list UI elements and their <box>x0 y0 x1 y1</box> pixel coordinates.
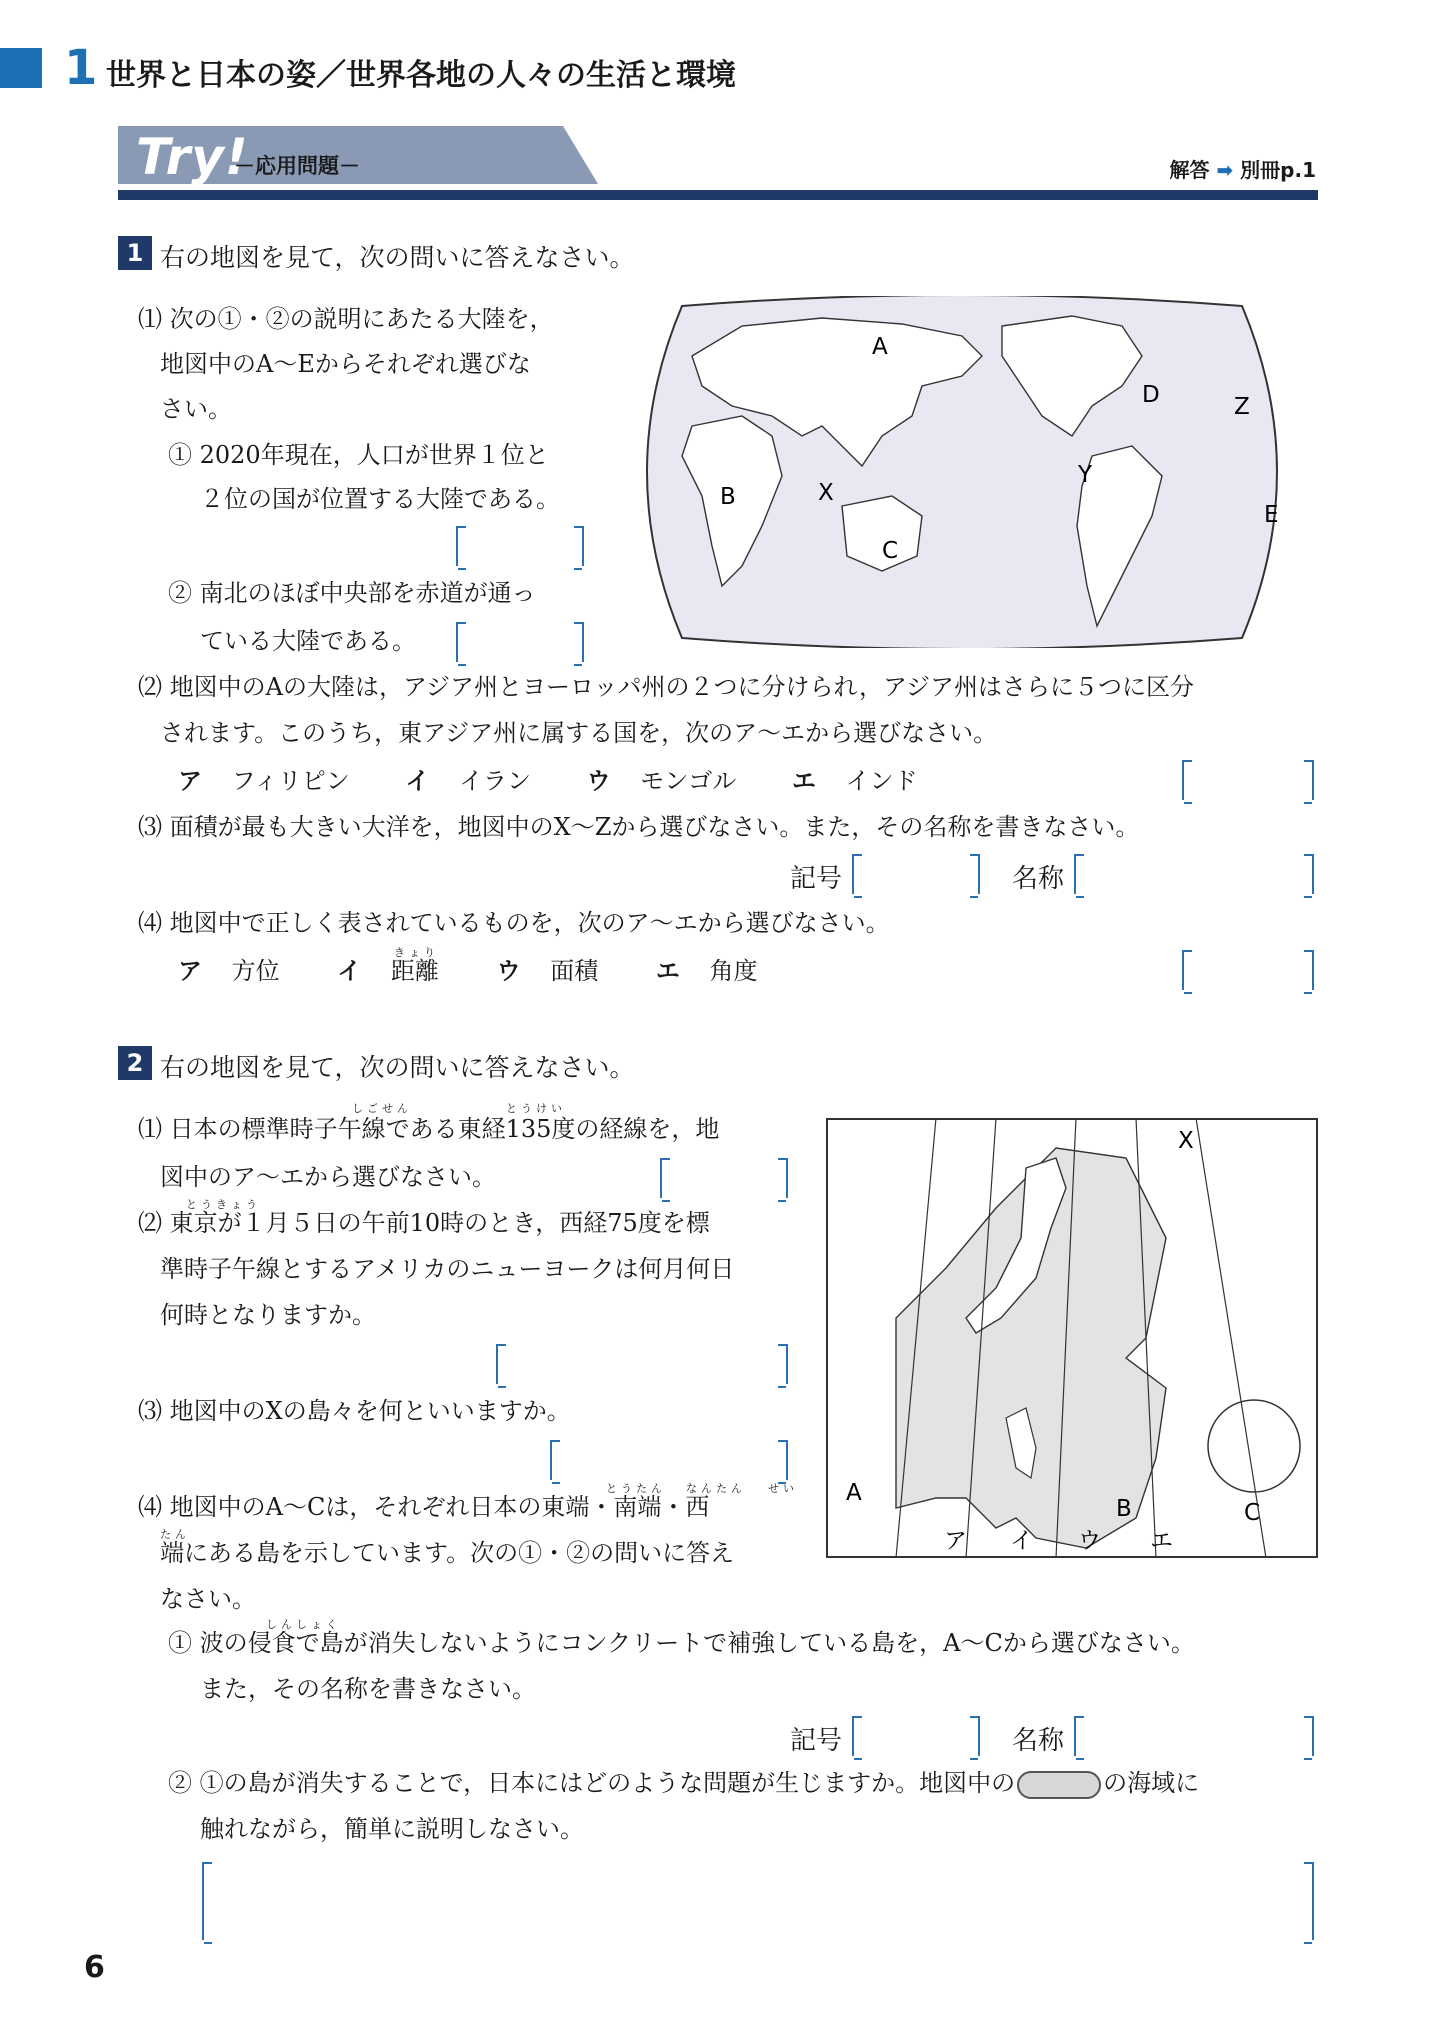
map2-label-x: X <box>1178 1128 1194 1154</box>
q2-p3-line: ⑶ 地図中のXの島々を何といいますか。 <box>138 1397 571 1425</box>
q1-p1-item1-line2: ２位の国が位置する大陸である。 <box>200 485 560 513</box>
q1-p4-choice-i-text: 距離 <box>390 957 439 985</box>
q1-p1-item2-line1: ② 南北のほぼ中央部を赤道が通っ <box>168 579 536 607</box>
q2-p4-item1-line2: また，その名称を書きなさい。 <box>200 1675 536 1703</box>
map1-label-z: Z <box>1234 394 1250 420</box>
q1-p3-line: ⑶ 面積が最も大きい大洋を，地図中のX～Zから選びなさい。また，その名称を書きなさい。 <box>138 813 1140 841</box>
japan-map <box>826 1118 1318 1558</box>
q1-p1-line2: 地図中のA～Eからそれぞれ選びな <box>160 350 531 378</box>
answer-box-q1-2[interactable] <box>1182 760 1314 800</box>
q1-p2-line2: されます。このうち，東アジア州に属する国を，次のア～エから選びなさい。 <box>160 719 998 747</box>
q1-p1-item1-line1: ① 2020年現在，人口が世界１位と <box>168 441 549 469</box>
q2-p2-line1: ⑵ 東京が１月５日の午前10時のとき，西経75度を標 <box>138 1209 710 1237</box>
q2-p4-item2-line1-b: の海域に <box>1103 1769 1200 1797</box>
try-label: Try! <box>136 128 249 186</box>
q2-p4-ruby-d: たん <box>160 1528 190 1541</box>
map1-label-b: B <box>720 484 736 510</box>
q1-p4-choice-i-key: イ <box>337 957 362 985</box>
q2-p1-line1: ⑴ 日本の標準時子午線である東経135度の経線を，地 <box>138 1115 720 1143</box>
q2-p4-item2-line2: 触れながら，簡単に説明しなさい。 <box>200 1815 584 1843</box>
q2-p4-item1-line1: ① 波の侵食で島が消失しないようにコンクリートで補強している島を，A～Cから選びなさい。 <box>168 1629 1195 1657</box>
q1-p2-choice-e-text: インド <box>845 767 918 795</box>
map1-label-a: A <box>872 334 888 360</box>
q1-p2-choices <box>178 762 918 800</box>
map1-label-x: X <box>818 480 834 506</box>
map2-label-a: A <box>846 1480 862 1506</box>
q2-p4-line3: なさい。 <box>160 1585 256 1613</box>
q2-p4-item2-line1-a: ② ①の島が消失することで，日本にはどのような問題が生じますか。地図中の <box>168 1769 1016 1797</box>
answer-box-q2-3[interactable] <box>550 1440 788 1480</box>
answer-box-q2-4-2[interactable] <box>202 1862 1314 1940</box>
map1-label-c: C <box>882 538 899 564</box>
q1-p4-choice-e-text: 角度 <box>709 957 758 985</box>
world-map <box>622 296 1302 648</box>
answer-prefix: 解答 <box>1169 158 1210 182</box>
q2-p1-ruby-b: とうけい <box>506 1102 566 1115</box>
q1-p4-line: ⑷ 地図中で正しく表されているものを，次のア～エから選びなさい。 <box>138 909 890 937</box>
answer-box-q1-1-1[interactable] <box>456 526 584 566</box>
q2-p2-ruby: とうきょう <box>186 1198 261 1211</box>
answer-reference <box>1169 154 1316 183</box>
q1-p2-choice-i-key: イ <box>405 767 430 795</box>
map2-label-ka-i: イ <box>1010 1528 1033 1554</box>
q2-p4-name-label: 名称 <box>1012 1726 1065 1756</box>
q2-p4-item2-line1 <box>168 1764 1199 1802</box>
q2-p4-item1-ruby: しんしょく <box>266 1618 341 1631</box>
q2-p4-line2: 端にある島を示しています。次の①・②の問いに答え <box>160 1539 735 1567</box>
q1-p4-choice-a-key: ア <box>178 957 202 985</box>
q1-p1-line3: さい。 <box>160 395 232 423</box>
q2-p4-ruby-b: なんたん <box>686 1482 746 1495</box>
q1-p4-choice-a-text: 方位 <box>231 957 280 985</box>
q2-p1-ruby-a: しごせん <box>352 1102 412 1115</box>
q2-p2-line3: 何時となりますか。 <box>160 1301 376 1329</box>
map2-label-ka-a: ア <box>944 1528 967 1554</box>
try-banner-rule <box>118 190 1318 200</box>
arrow-right-icon: ➡ <box>1216 158 1234 182</box>
header-accent-block <box>0 48 42 88</box>
map2-label-ka-u: ウ <box>1078 1528 1101 1554</box>
page-title: 世界と日本の姿／世界各地の人々の生活と環境 <box>106 58 736 93</box>
q1-p2-choice-e-key: エ <box>791 767 816 795</box>
q2-p2-line2: 準時子午線とするアメリカのニューヨークは何月何日 <box>160 1255 735 1283</box>
answer-box-q1-1-2[interactable] <box>456 622 584 662</box>
map2-label-b: B <box>1116 1496 1132 1522</box>
question-1-title: 右の地図を見て，次の問いに答えなさい。 <box>160 243 635 272</box>
q2-p1-line2: 図中のア～エから選びなさい。 <box>160 1163 496 1191</box>
q1-p2-choice-u-text: モンゴル <box>640 767 737 795</box>
map1-label-e: E <box>1264 502 1279 528</box>
map2-label-c: C <box>1244 1500 1261 1526</box>
q2-p4-line1: ⑷ 地図中のA～Cは，それぞれ日本の東端・南端・西 <box>138 1493 710 1521</box>
answer-box-q2-2[interactable] <box>496 1344 788 1384</box>
answer-box-q2-1[interactable] <box>660 1158 788 1198</box>
q1-p4-choices <box>178 952 757 990</box>
q1-p3-symbol-label: 記号 <box>790 864 843 894</box>
try-sub-label: －応用問題－ <box>234 154 360 178</box>
map1-label-d: D <box>1142 382 1160 408</box>
map1-label-y: Y <box>1078 462 1093 488</box>
q1-p2-choice-a-text: フィリピン <box>231 767 350 795</box>
answer-box-q1-3-symbol[interactable] <box>852 854 980 894</box>
sea-area-oval-icon <box>1017 1771 1101 1799</box>
q1-p3-name-label: 名称 <box>1012 864 1065 894</box>
question-2-title: 右の地図を見て，次の問いに答えなさい。 <box>160 1053 635 1082</box>
answer-page: 別冊p.1 <box>1240 158 1316 182</box>
question-2-number: 2 <box>118 1046 152 1080</box>
q1-p4-ruby: きょり <box>394 946 439 959</box>
answer-box-q1-4[interactable] <box>1182 950 1314 990</box>
answer-box-q2-4-1-symbol[interactable] <box>852 1716 980 1756</box>
q1-p1-item2-line2: ている大陸である。 <box>200 627 416 655</box>
q2-p4-symbol-label: 記号 <box>790 1726 843 1756</box>
answer-box-q1-3-name[interactable] <box>1074 854 1314 894</box>
q1-p2-choice-i-text: イラン <box>459 767 532 795</box>
answer-box-q2-4-1-name[interactable] <box>1074 1716 1314 1756</box>
page-number: 6 <box>84 1950 105 1985</box>
q1-p2-choice-u-key: ウ <box>586 767 611 795</box>
q1-p4-choice-e-key: エ <box>655 957 680 985</box>
q1-p4-choice-u-key: ウ <box>496 957 521 985</box>
question-1-number: 1 <box>118 236 152 270</box>
q1-p2-choice-a-key: ア <box>178 767 202 795</box>
q1-p4-choice-u-text: 面積 <box>550 957 599 985</box>
unit-number: 1 <box>64 40 98 96</box>
q1-p2-line1: ⑵ 地図中のAの大陸は，アジア州とヨーロッパ州の２つに分けられ，アジア州はさらに５つに区分 <box>138 673 1194 701</box>
q2-p4-ruby-c: せい <box>768 1482 798 1495</box>
map2-label-ka-e: エ <box>1150 1528 1173 1554</box>
q1-p1-line1: ⑴ 次の①・②の説明にあたる大陸を， <box>138 305 554 333</box>
q2-p4-ruby-a: とうたん <box>606 1482 666 1495</box>
